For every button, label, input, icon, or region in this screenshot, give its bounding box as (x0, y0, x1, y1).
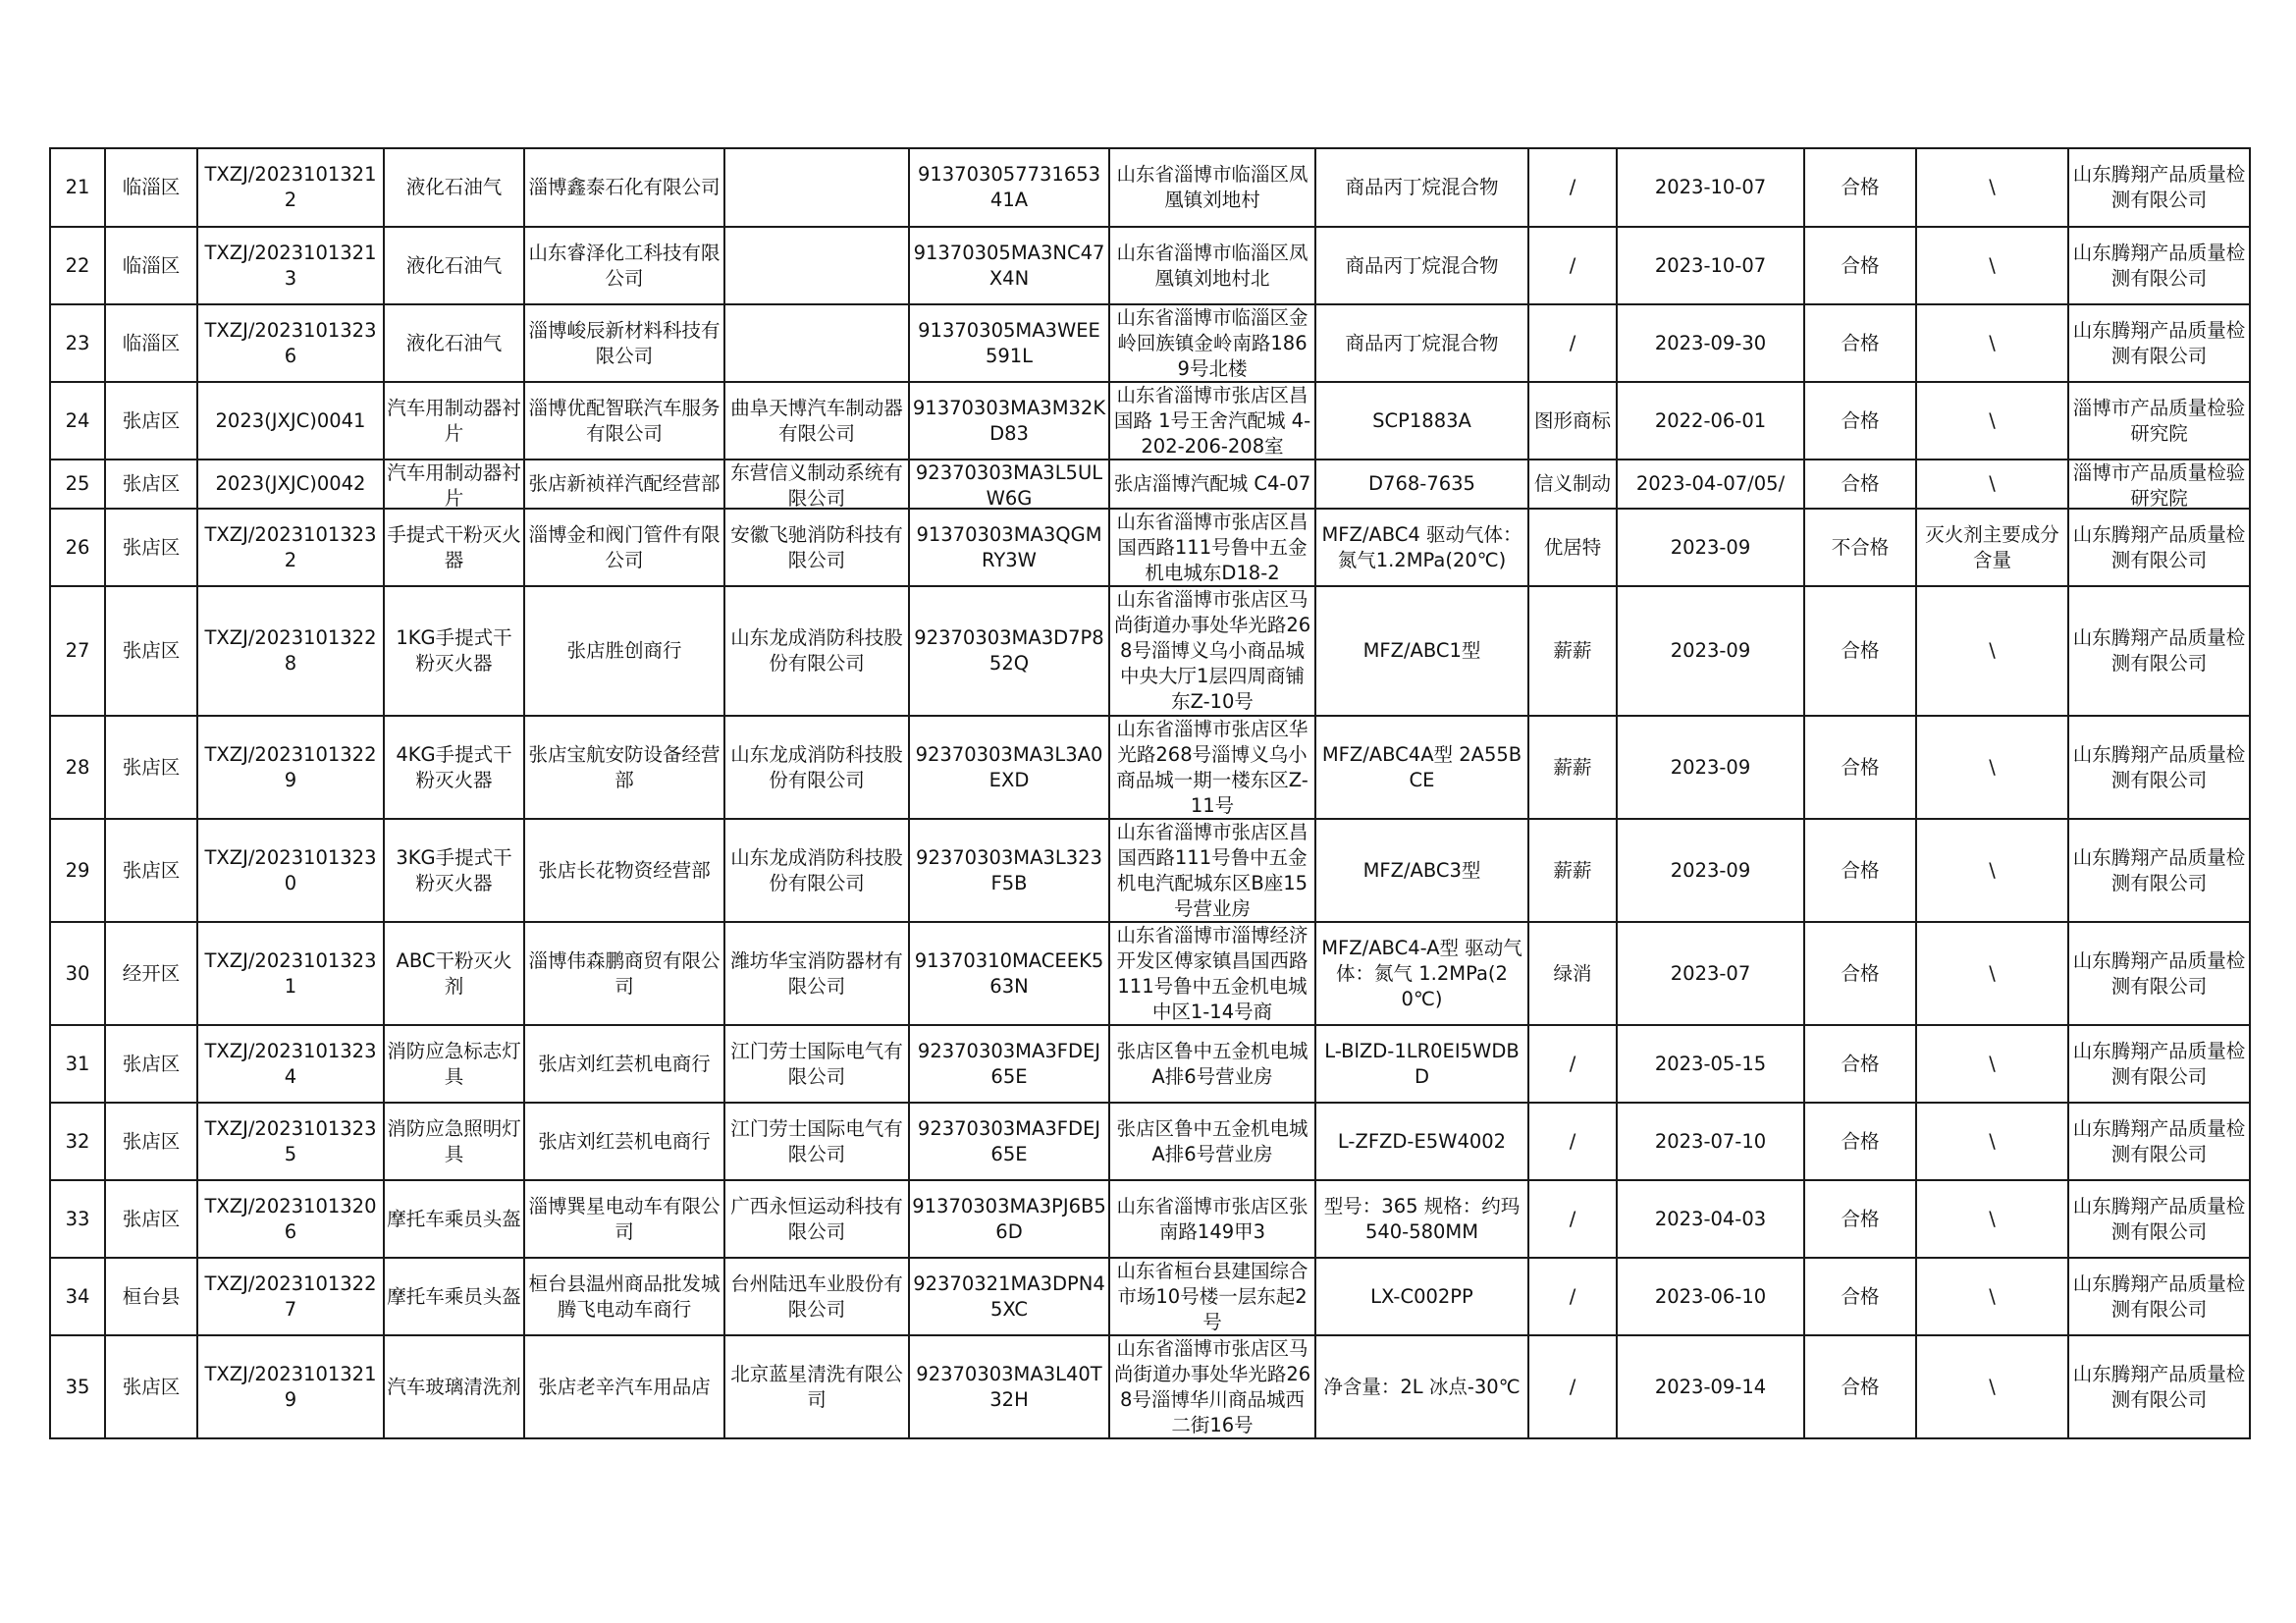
seller-name-cell: 张店宝航安防设备经营部 (524, 716, 724, 819)
sampling-results-table (49, 147, 2251, 1439)
manufacturer-cell: 安徽飞驰消防科技有限公司 (724, 509, 909, 586)
trademark-cell: / (1528, 227, 1617, 304)
result-cell: 合格 (1804, 1335, 1916, 1438)
seller-name-cell: 张店新祯祥汽配经营部 (524, 460, 724, 509)
product-name-cell: 液化石油气 (384, 148, 524, 227)
production-date-cell: 2023-10-07 (1617, 148, 1804, 227)
district-cell: 张店区 (105, 1180, 197, 1258)
address-cell: 张店淄博汽配城 C4-07 (1109, 460, 1315, 509)
result-cell: 合格 (1804, 304, 1916, 382)
manufacturer-cell: 山东龙成消防科技股份有限公司 (724, 819, 909, 922)
serial-number-cell: 24 (50, 382, 105, 460)
serial-number-cell: 27 (50, 586, 105, 716)
production-date-cell: 2023-10-07 (1617, 227, 1804, 304)
report-number-cell: 2023(JXJC)0042 (197, 460, 384, 509)
credit-code-cell: 91370303MA3PJ6B56D (909, 1180, 1109, 1258)
serial-number-cell: 29 (50, 819, 105, 922)
report-number-cell: 2023(JXJC)0041 (197, 382, 384, 460)
table-row (50, 460, 2250, 509)
specification-cell: 型号：365 规格：约玛540-580MM (1315, 1180, 1528, 1258)
credit-code-cell: 91370303MA3M32KD83 (909, 382, 1109, 460)
product-name-cell: 3KG手提式干粉灭火器 (384, 819, 524, 922)
product-name-cell: 摩托车乘员头盔 (384, 1258, 524, 1335)
product-name-cell: 手提式干粉灭火器 (384, 509, 524, 586)
product-name-cell: ABC干粉灭火剂 (384, 922, 524, 1025)
result-cell: 合格 (1804, 716, 1916, 819)
testing-agency-cell: 山东腾翔产品质量检测有限公司 (2068, 304, 2250, 382)
product-name-cell: 摩托车乘员头盔 (384, 1180, 524, 1258)
table-row (50, 1103, 2250, 1180)
trademark-cell: / (1528, 148, 1617, 227)
failed-item-cell: \ (1916, 1180, 2068, 1258)
production-date-cell: 2023-09 (1617, 716, 1804, 819)
product-name-cell: 4KG手提式干粉灭火器 (384, 716, 524, 819)
seller-name-cell: 张店长花物资经营部 (524, 819, 724, 922)
manufacturer-cell (724, 227, 909, 304)
report-number-cell: TXZJ/20231013213 (197, 227, 384, 304)
testing-agency-cell: 山东腾翔产品质量检测有限公司 (2068, 227, 2250, 304)
serial-number-cell: 34 (50, 1258, 105, 1335)
specification-cell: MFZ/ABC1型 (1315, 586, 1528, 716)
result-cell: 合格 (1804, 1180, 1916, 1258)
product-name-cell: 消防应急照明灯具 (384, 1103, 524, 1180)
manufacturer-cell: 潍坊华宝消防器材有限公司 (724, 922, 909, 1025)
seller-name-cell: 淄博峻辰新材料科技有限公司 (524, 304, 724, 382)
seller-name-cell: 山东睿泽化工科技有限公司 (524, 227, 724, 304)
failed-item-cell: \ (1916, 819, 2068, 922)
trademark-cell: 薪薪 (1528, 586, 1617, 716)
seller-name-cell: 淄博鑫泰石化有限公司 (524, 148, 724, 227)
report-number-cell: TXZJ/20231013228 (197, 586, 384, 716)
failed-item-cell: \ (1916, 227, 2068, 304)
report-number-cell: TXZJ/20231013232 (197, 509, 384, 586)
address-cell: 山东省淄博市张店区华光路268号淄博义乌小商品城一期一楼东区Z-11号 (1109, 716, 1315, 819)
failed-item-cell: \ (1916, 304, 2068, 382)
testing-agency-cell: 山东腾翔产品质量检测有限公司 (2068, 148, 2250, 227)
seller-name-cell: 淄博优配智联汽车服务有限公司 (524, 382, 724, 460)
table-row (50, 716, 2250, 819)
credit-code-cell: 92370303MA3L5ULW6G (909, 460, 1109, 509)
credit-code-cell: 92370303MA3L40T32H (909, 1335, 1109, 1438)
specification-cell: 商品丙丁烷混合物 (1315, 148, 1528, 227)
table-row (50, 509, 2250, 586)
address-cell: 山东省淄博市张店区马尚街道办事处华光路268号淄博华川商品城西二街16号 (1109, 1335, 1315, 1438)
credit-code-cell: 92370303MA3D7P852Q (909, 586, 1109, 716)
production-date-cell: 2023-05-15 (1617, 1025, 1804, 1103)
testing-agency-cell: 山东腾翔产品质量检测有限公司 (2068, 1180, 2250, 1258)
district-cell: 张店区 (105, 1025, 197, 1103)
specification-cell: MFZ/ABC4 驱动气体：氮气1.2MPa(20℃) (1315, 509, 1528, 586)
table-row (50, 304, 2250, 382)
trademark-cell: / (1528, 1025, 1617, 1103)
production-date-cell: 2023-09 (1617, 509, 1804, 586)
testing-agency-cell: 山东腾翔产品质量检测有限公司 (2068, 716, 2250, 819)
district-cell: 临淄区 (105, 227, 197, 304)
serial-number-cell: 30 (50, 922, 105, 1025)
production-date-cell: 2023-07-10 (1617, 1103, 1804, 1180)
manufacturer-cell: 广西永恒运动科技有限公司 (724, 1180, 909, 1258)
credit-code-cell: 91370305MA3NC47X4N (909, 227, 1109, 304)
serial-number-cell: 23 (50, 304, 105, 382)
trademark-cell: / (1528, 304, 1617, 382)
testing-agency-cell: 山东腾翔产品质量检测有限公司 (2068, 1025, 2250, 1103)
trademark-cell: / (1528, 1180, 1617, 1258)
report-number-cell: TXZJ/20231013219 (197, 1335, 384, 1438)
trademark-cell: / (1528, 1258, 1617, 1335)
district-cell: 张店区 (105, 382, 197, 460)
failed-item-cell: \ (1916, 1025, 2068, 1103)
table-row (50, 1180, 2250, 1258)
district-cell: 张店区 (105, 586, 197, 716)
testing-agency-cell: 山东腾翔产品质量检测有限公司 (2068, 1258, 2250, 1335)
address-cell: 山东省淄博市临淄区凤凰镇刘地村 (1109, 148, 1315, 227)
serial-number-cell: 31 (50, 1025, 105, 1103)
credit-code-cell: 92370303MA3FDEJ65E (909, 1025, 1109, 1103)
product-name-cell: 汽车玻璃清洗剂 (384, 1335, 524, 1438)
district-cell: 临淄区 (105, 304, 197, 382)
failed-item-cell: \ (1916, 382, 2068, 460)
report-number-cell: TXZJ/20231013235 (197, 1103, 384, 1180)
specification-cell: 商品丙丁烷混合物 (1315, 227, 1528, 304)
seller-name-cell: 桓台县温州商品批发城腾飞电动车商行 (524, 1258, 724, 1335)
table-row (50, 922, 2250, 1025)
testing-agency-cell: 山东腾翔产品质量检测有限公司 (2068, 586, 2250, 716)
credit-code-cell: 91370310MACEEK563N (909, 922, 1109, 1025)
table-body (50, 148, 2250, 1438)
manufacturer-cell: 曲阜天博汽车制动器有限公司 (724, 382, 909, 460)
report-number-cell: TXZJ/20231013236 (197, 304, 384, 382)
table-row (50, 382, 2250, 460)
table-row (50, 586, 2250, 716)
specification-cell: SCP1883A (1315, 382, 1528, 460)
report-number-cell: TXZJ/20231013212 (197, 148, 384, 227)
specification-cell: MFZ/ABC3型 (1315, 819, 1528, 922)
seller-name-cell: 淄博金和阀门管件有限公司 (524, 509, 724, 586)
failed-item-cell: \ (1916, 1103, 2068, 1180)
manufacturer-cell: 山东龙成消防科技股份有限公司 (724, 586, 909, 716)
specification-cell: L-BlZD-1LR0EI5WDBD (1315, 1025, 1528, 1103)
testing-agency-cell: 淄博市产品质量检验研究院 (2068, 460, 2250, 509)
production-date-cell: 2023-07 (1617, 922, 1804, 1025)
trademark-cell: 信义制动 (1528, 460, 1617, 509)
product-name-cell: 汽车用制动器衬片 (384, 382, 524, 460)
report-number-cell: TXZJ/20231013206 (197, 1180, 384, 1258)
specification-cell: 净含量：2L 冰点-30℃ (1315, 1335, 1528, 1438)
trademark-cell: 薪薪 (1528, 716, 1617, 819)
result-cell: 合格 (1804, 922, 1916, 1025)
table-row (50, 227, 2250, 304)
testing-agency-cell: 山东腾翔产品质量检测有限公司 (2068, 1335, 2250, 1438)
table-row (50, 1335, 2250, 1438)
district-cell: 桓台县 (105, 1258, 197, 1335)
seller-name-cell: 张店刘红芸机电商行 (524, 1025, 724, 1103)
report-number-cell: TXZJ/20231013229 (197, 716, 384, 819)
production-date-cell: 2022-06-01 (1617, 382, 1804, 460)
district-cell: 临淄区 (105, 148, 197, 227)
district-cell: 张店区 (105, 819, 197, 922)
testing-agency-cell: 山东腾翔产品质量检测有限公司 (2068, 819, 2250, 922)
trademark-cell: 绿消 (1528, 922, 1617, 1025)
specification-cell: D768-7635 (1315, 460, 1528, 509)
credit-code-cell: 92370321MA3DPN45XC (909, 1258, 1109, 1335)
result-cell: 合格 (1804, 227, 1916, 304)
failed-item-cell: \ (1916, 460, 2068, 509)
credit-code-cell: 92370303MA3L3A0EXD (909, 716, 1109, 819)
credit-code-cell: 91370305MA3WEE591L (909, 304, 1109, 382)
table-row (50, 819, 2250, 922)
trademark-cell: / (1528, 1335, 1617, 1438)
production-date-cell: 2023-04-03 (1617, 1180, 1804, 1258)
manufacturer-cell: 东营信义制动系统有限公司 (724, 460, 909, 509)
credit-code-cell: 92370303MA3FDEJ65E (909, 1103, 1109, 1180)
result-cell: 合格 (1804, 460, 1916, 509)
failed-item-cell: \ (1916, 716, 2068, 819)
address-cell: 山东省淄博市张店区马尚街道办事处华光路268号淄博义乌小商品城中央大厅1层四周商铺东Z-10号 (1109, 586, 1315, 716)
seller-name-cell: 淄博伟森鹏商贸有限公司 (524, 922, 724, 1025)
production-date-cell: 2023-09 (1617, 586, 1804, 716)
manufacturer-cell (724, 148, 909, 227)
production-date-cell: 2023-06-10 (1617, 1258, 1804, 1335)
failed-item-cell: \ (1916, 922, 2068, 1025)
seller-name-cell: 张店胜创商行 (524, 586, 724, 716)
report-number-cell: TXZJ/20231013227 (197, 1258, 384, 1335)
specification-cell: MFZ/ABC4A型 2A55BCE (1315, 716, 1528, 819)
failed-item-cell: 灭火剂主要成分含量 (1916, 509, 2068, 586)
product-name-cell: 液化石油气 (384, 304, 524, 382)
district-cell: 张店区 (105, 509, 197, 586)
failed-item-cell: \ (1916, 148, 2068, 227)
address-cell: 山东省淄博市张店区张南路149甲3 (1109, 1180, 1315, 1258)
result-cell: 合格 (1804, 148, 1916, 227)
report-number-cell: TXZJ/20231013231 (197, 922, 384, 1025)
trademark-cell: 优居特 (1528, 509, 1617, 586)
production-date-cell: 2023-09-14 (1617, 1335, 1804, 1438)
product-name-cell: 液化石油气 (384, 227, 524, 304)
district-cell: 张店区 (105, 460, 197, 509)
failed-item-cell: \ (1916, 586, 2068, 716)
credit-code-cell: 91370303MA3QGMRY3W (909, 509, 1109, 586)
result-cell: 合格 (1804, 1025, 1916, 1103)
address-cell: 张店区鲁中五金机电城A排6号营业房 (1109, 1025, 1315, 1103)
product-name-cell: 1KG手提式干粉灭火器 (384, 586, 524, 716)
result-cell: 合格 (1804, 1258, 1916, 1335)
serial-number-cell: 32 (50, 1103, 105, 1180)
address-cell: 山东省桓台县建国综合市场10号楼一层东起2号 (1109, 1258, 1315, 1335)
manufacturer-cell: 山东龙成消防科技股份有限公司 (724, 716, 909, 819)
product-name-cell: 消防应急标志灯具 (384, 1025, 524, 1103)
seller-name-cell: 张店老辛汽车用品店 (524, 1335, 724, 1438)
credit-code-cell: 91370305773165341A (909, 148, 1109, 227)
address-cell: 山东省淄博市淄博经济开发区傅家镇昌国西路111号鲁中五金机电城中区1-14号商 (1109, 922, 1315, 1025)
credit-code-cell: 92370303MA3L323F5B (909, 819, 1109, 922)
table-row (50, 148, 2250, 227)
trademark-cell: 图形商标 (1528, 382, 1617, 460)
address-cell: 张店区鲁中五金机电城A排6号营业房 (1109, 1103, 1315, 1180)
district-cell: 张店区 (105, 716, 197, 819)
serial-number-cell: 35 (50, 1335, 105, 1438)
testing-agency-cell: 山东腾翔产品质量检测有限公司 (2068, 1103, 2250, 1180)
trademark-cell: / (1528, 1103, 1617, 1180)
product-name-cell: 汽车用制动器衬片 (384, 460, 524, 509)
result-cell: 合格 (1804, 819, 1916, 922)
specification-cell: 商品丙丁烷混合物 (1315, 304, 1528, 382)
result-cell: 合格 (1804, 1103, 1916, 1180)
district-cell: 张店区 (105, 1335, 197, 1438)
manufacturer-cell: 江门劳士国际电气有限公司 (724, 1103, 909, 1180)
report-number-cell: TXZJ/20231013230 (197, 819, 384, 922)
production-date-cell: 2023-09 (1617, 819, 1804, 922)
address-cell: 山东省淄博市张店区昌国路 1号王舍汽配城 4-202-206-208室 (1109, 382, 1315, 460)
specification-cell: LX-C002PP (1315, 1258, 1528, 1335)
table-row (50, 1025, 2250, 1103)
serial-number-cell: 33 (50, 1180, 105, 1258)
production-date-cell: 2023-09-30 (1617, 304, 1804, 382)
specification-cell: L-ZFZD-E5W4002 (1315, 1103, 1528, 1180)
serial-number-cell: 21 (50, 148, 105, 227)
address-cell: 山东省淄博市临淄区金岭回族镇金岭南路1869号北楼 (1109, 304, 1315, 382)
address-cell: 山东省淄博市临淄区凤凰镇刘地村北 (1109, 227, 1315, 304)
serial-number-cell: 25 (50, 460, 105, 509)
report-number-cell: TXZJ/20231013234 (197, 1025, 384, 1103)
failed-item-cell: \ (1916, 1258, 2068, 1335)
address-cell: 山东省淄博市张店区昌国西路111号鲁中五金机电城东D18-2 (1109, 509, 1315, 586)
serial-number-cell: 28 (50, 716, 105, 819)
failed-item-cell: \ (1916, 1335, 2068, 1438)
testing-agency-cell: 淄博市产品质量检验研究院 (2068, 382, 2250, 460)
trademark-cell: 薪薪 (1528, 819, 1617, 922)
serial-number-cell: 22 (50, 227, 105, 304)
production-date-cell: 2023-04-07/05/ (1617, 460, 1804, 509)
manufacturer-cell: 北京蓝星清洗有限公司 (724, 1335, 909, 1438)
table-row (50, 1258, 2250, 1335)
serial-number-cell: 26 (50, 509, 105, 586)
testing-agency-cell: 山东腾翔产品质量检测有限公司 (2068, 922, 2250, 1025)
result-cell: 合格 (1804, 586, 1916, 716)
result-cell: 合格 (1804, 382, 1916, 460)
testing-agency-cell: 山东腾翔产品质量检测有限公司 (2068, 509, 2250, 586)
manufacturer-cell: 台州陆迅车业股份有限公司 (724, 1258, 909, 1335)
seller-name-cell: 淄博巽星电动车有限公司 (524, 1180, 724, 1258)
result-cell: 不合格 (1804, 509, 1916, 586)
manufacturer-cell (724, 304, 909, 382)
address-cell: 山东省淄博市张店区昌国西路111号鲁中五金机电汽配城东区B座15号营业房 (1109, 819, 1315, 922)
district-cell: 经开区 (105, 922, 197, 1025)
specification-cell: MFZ/ABC4-A型 驱动气体：氮气 1.2MPa(20℃) (1315, 922, 1528, 1025)
district-cell: 张店区 (105, 1103, 197, 1180)
seller-name-cell: 张店刘红芸机电商行 (524, 1103, 724, 1180)
manufacturer-cell: 江门劳士国际电气有限公司 (724, 1025, 909, 1103)
